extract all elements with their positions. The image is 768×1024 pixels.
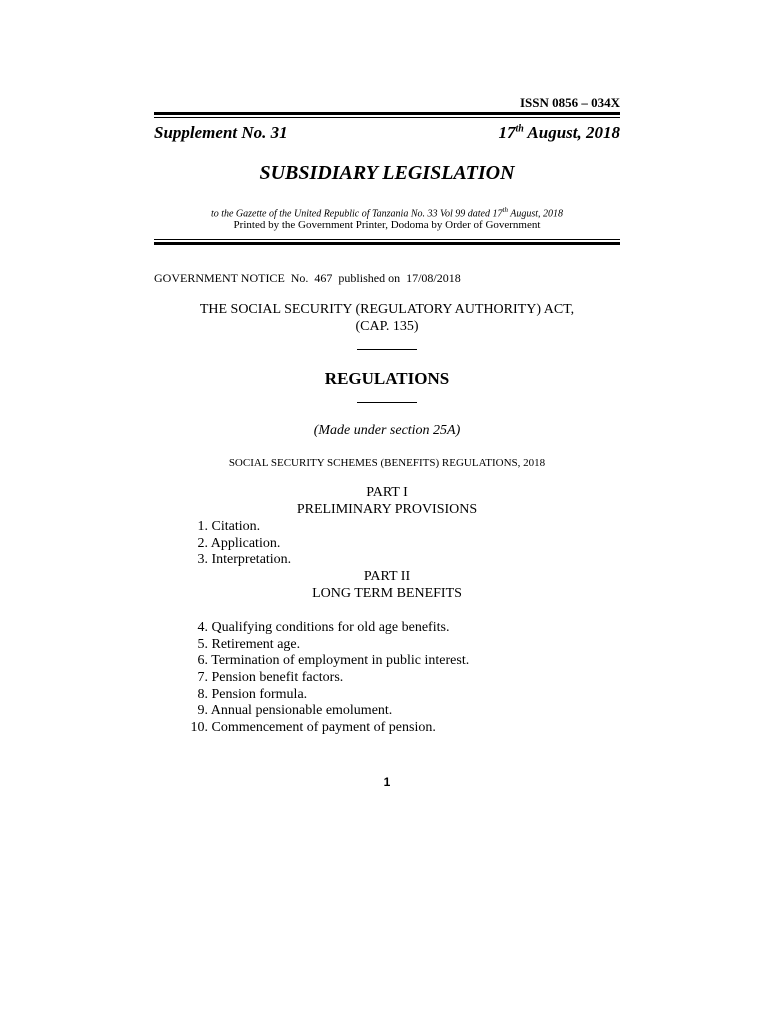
part-1-contents xyxy=(184,519,291,569)
page-number: 1 xyxy=(383,775,391,789)
item-text: Annual pensionable emolument. xyxy=(210,703,393,719)
list-item xyxy=(184,519,291,536)
item-text: Commencement of payment of pension. xyxy=(211,720,436,736)
item-number: 3. xyxy=(197,552,208,568)
issn-number: ISSN 0856 – 034X xyxy=(519,95,620,110)
list-item xyxy=(184,620,469,637)
supplement-number: Supplement No. 31 xyxy=(154,123,288,142)
item-text: Citation. xyxy=(211,519,261,534)
item-number: 2. xyxy=(197,535,208,551)
list-item xyxy=(184,536,291,553)
act-chapter: (CAP. 135) xyxy=(355,319,419,334)
item-number: 10. xyxy=(190,720,208,736)
made-under-section: (Made under section 25A) xyxy=(313,423,461,438)
gazette-suffix: th xyxy=(502,206,508,214)
part-2-title: LONG TERM BENEFITS xyxy=(312,586,462,601)
separator-dash xyxy=(357,349,417,350)
regulations-title: SOCIAL SECURITY SCHEMES (BENEFITS) REGULATIONS, 2018 xyxy=(228,457,546,469)
regulations-heading: REGULATIONS xyxy=(324,369,450,388)
header-rule-top xyxy=(154,112,620,115)
gazette-text: to the Gazette of the United Republic of Tanzania No. 33 Vol 99 dated 17 xyxy=(210,208,503,220)
item-text: Application. xyxy=(210,535,281,551)
separator-dash xyxy=(357,402,417,403)
date-day: 17 xyxy=(498,123,516,142)
header-rule-bottom-thin xyxy=(154,239,620,240)
item-text: Termination of employment in public interest. xyxy=(211,653,470,669)
list-item xyxy=(184,653,469,670)
item-number: 4. xyxy=(197,620,208,635)
list-item xyxy=(184,687,469,704)
item-number: 8. xyxy=(197,686,208,702)
item-text: Qualifying conditions for old age benefits. xyxy=(211,620,450,635)
part-1-title: PRELIMINARY PROVISIONS xyxy=(296,502,478,517)
gazette-reference xyxy=(154,206,620,219)
list-item xyxy=(184,552,291,569)
part-2-label: PART II xyxy=(363,569,411,584)
item-text: Pension formula. xyxy=(211,686,308,702)
item-text: Pension benefit factors. xyxy=(211,670,344,686)
item-text: Interpretation. xyxy=(211,552,292,568)
item-text: Retirement age. xyxy=(211,636,301,652)
item-number: 7. xyxy=(197,670,208,686)
part-1-label: PART I xyxy=(366,485,408,500)
gazette-date: August, 2018 xyxy=(507,208,564,220)
list-item xyxy=(184,637,469,654)
document-title: SUBSIDIARY LEGISLATION xyxy=(259,162,515,184)
list-item xyxy=(184,670,469,687)
list-item xyxy=(184,703,469,720)
printer-line: Printed by the Government Printer, Dodoma by Order of Government xyxy=(233,219,541,231)
date-suffix: th xyxy=(515,123,524,135)
header-rule-top-thin xyxy=(154,117,620,118)
supplement-date xyxy=(498,123,620,143)
item-number: 5. xyxy=(197,636,208,652)
item-number: 6. xyxy=(197,653,208,669)
part-2-contents xyxy=(184,620,469,737)
list-item xyxy=(184,720,469,737)
government-notice: GOVERNMENT NOTICE No. 467 published on 17/08/2018 xyxy=(154,271,461,285)
act-title: THE SOCIAL SECURITY (REGULATORY AUTHORITY) ACT, xyxy=(199,302,575,317)
header-rule-bottom xyxy=(154,242,620,245)
item-number: 9. xyxy=(197,703,208,719)
date-rest: August, 2018 xyxy=(523,123,620,142)
item-number: 1. xyxy=(197,519,208,534)
